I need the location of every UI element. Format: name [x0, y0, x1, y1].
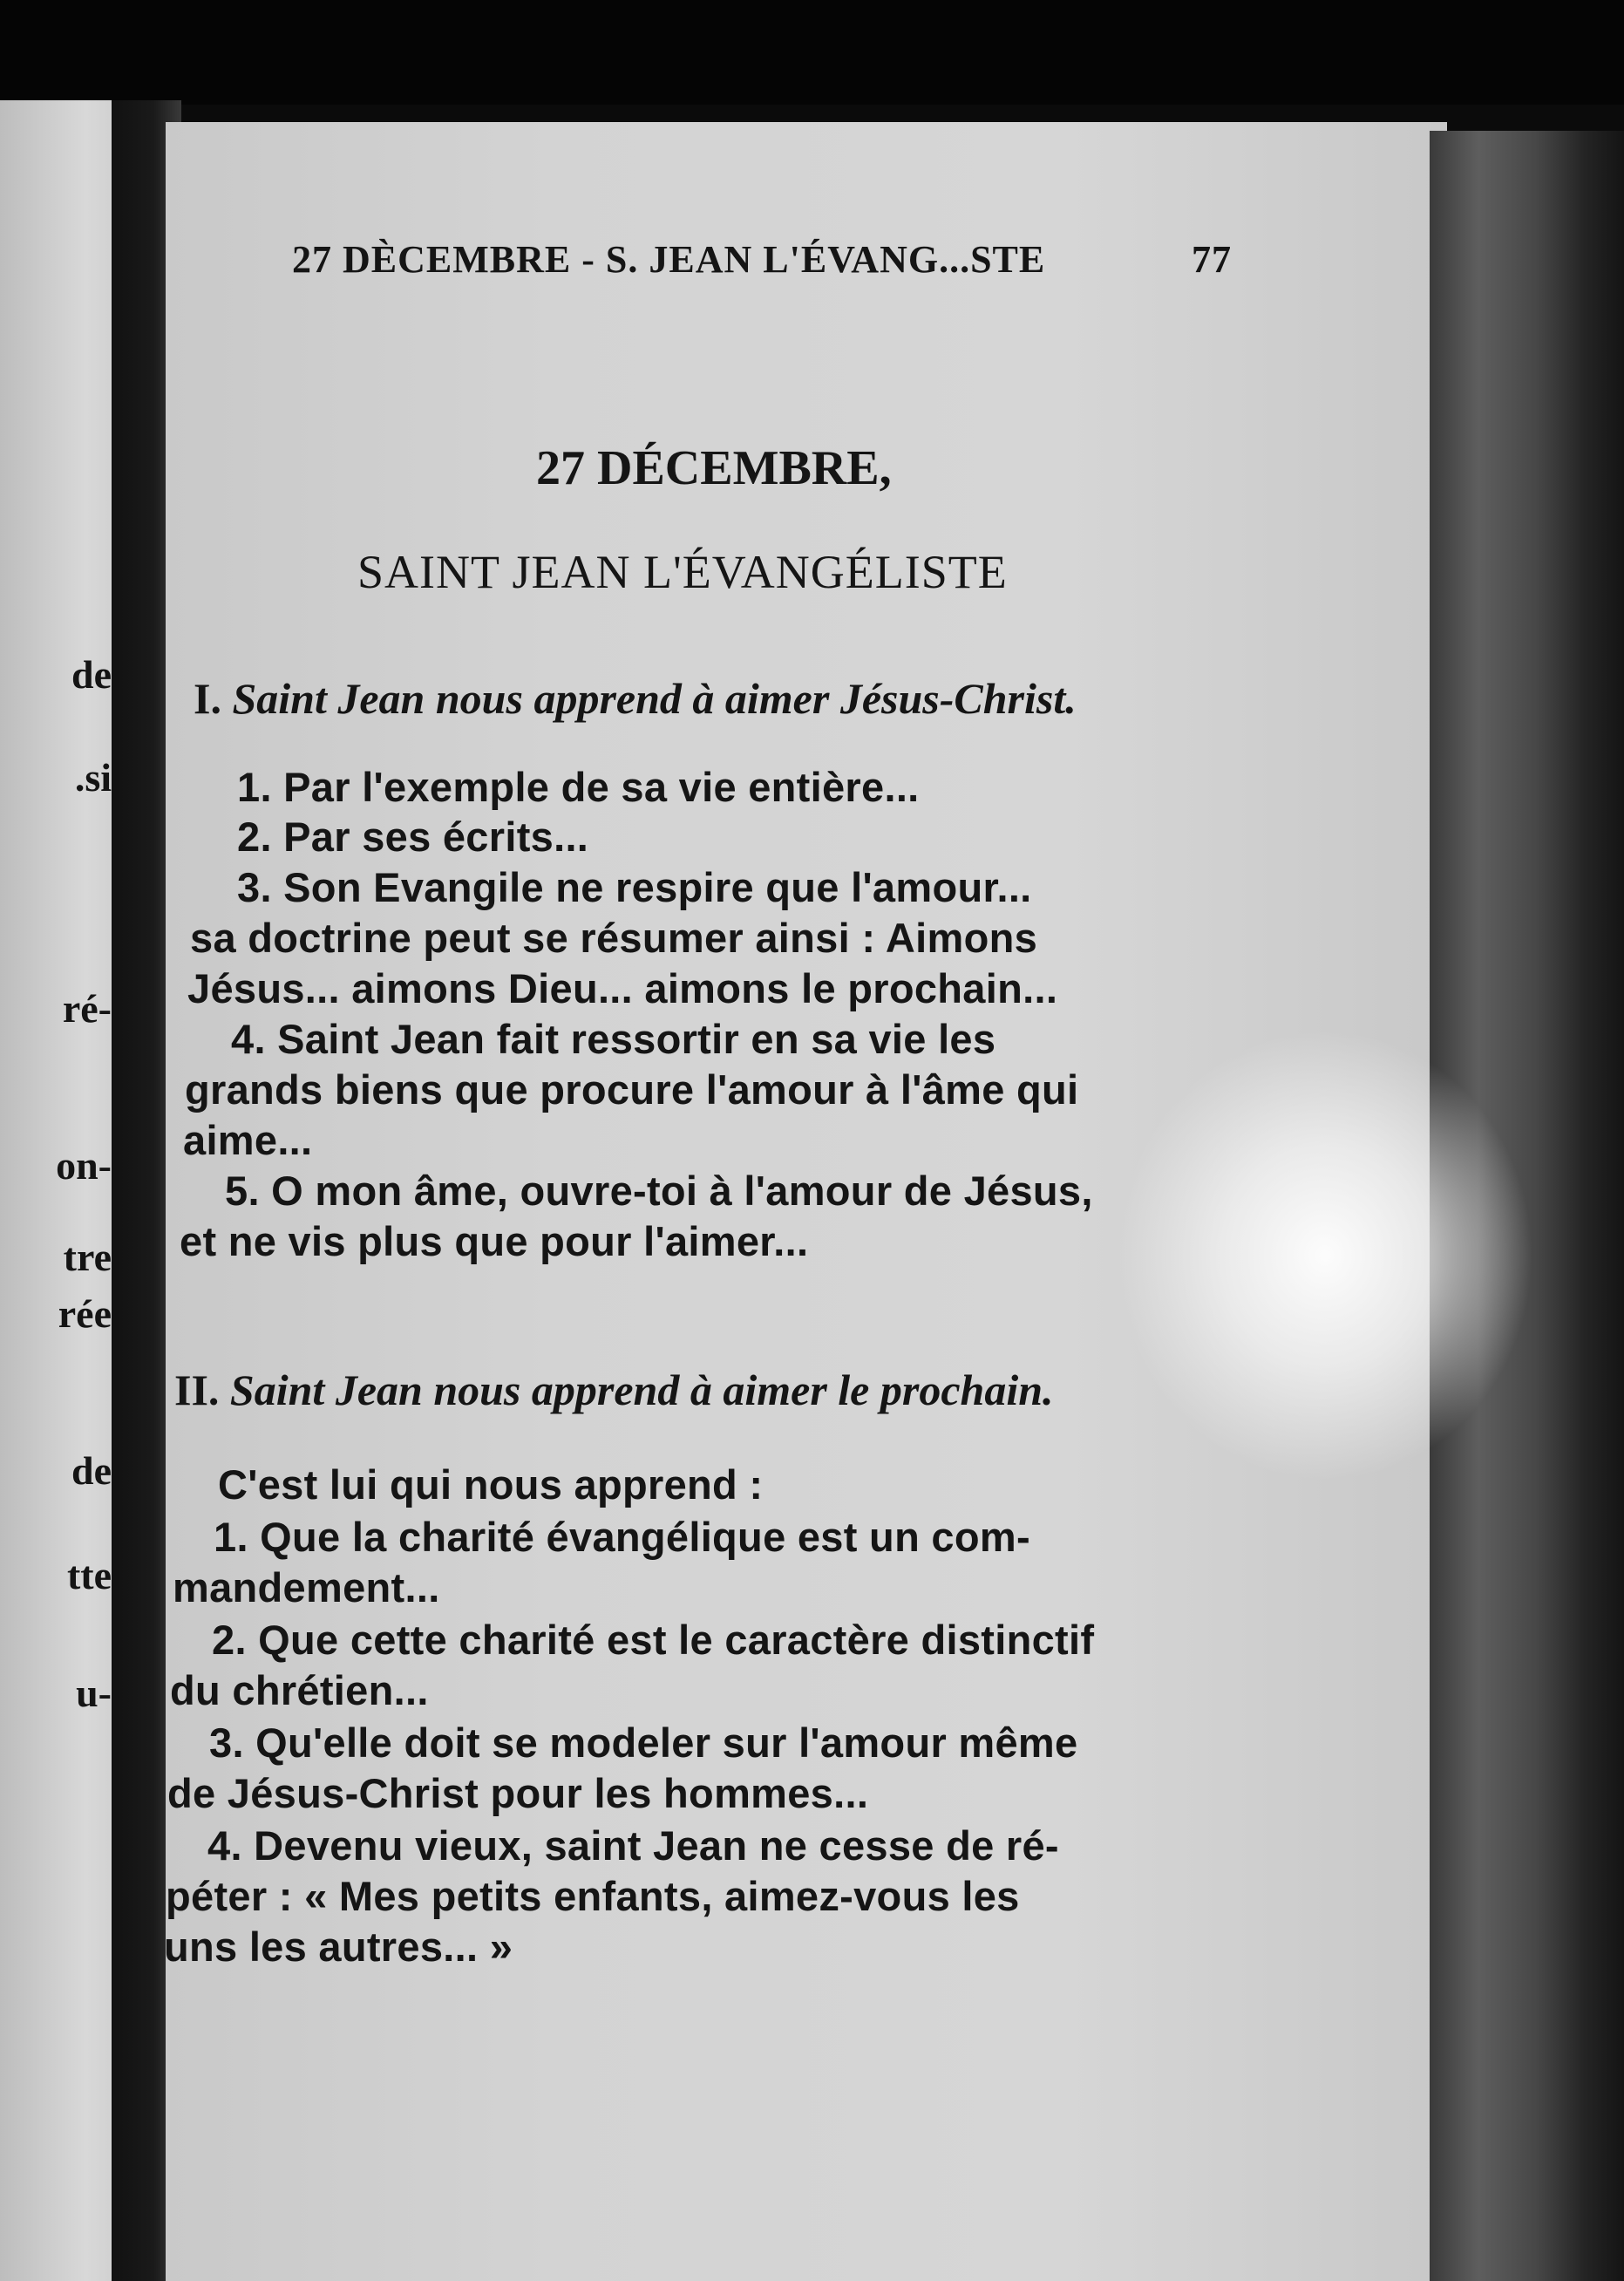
section-heading-text: Saint Jean nous apprend à aimer le prochain. [229, 1365, 1054, 1414]
text-line: de Jésus-Christ pour les hommes... [167, 1770, 869, 1816]
facing-fragment: tre [63, 1235, 112, 1279]
page-title-date: 27 DÉCEMBRE, [536, 441, 892, 495]
section-heading-2 [174, 1365, 1054, 1415]
text-line: 2. Que cette charité est le caractère distinctif [212, 1617, 1095, 1663]
text-line: mandement... [173, 1564, 440, 1610]
page-number: 77 [1192, 238, 1232, 281]
text-line: 4. Devenu vieux, saint Jean ne cesse de ré- [207, 1822, 1059, 1869]
section-heading-1 [194, 673, 1077, 724]
text-line: 1. Que la charité évangélique est un com- [214, 1514, 1030, 1560]
text-line: uns les autres... » [164, 1924, 513, 1970]
text-line: C'est lui qui nous apprend : [218, 1461, 764, 1508]
section-numeral: II. [174, 1365, 220, 1414]
text-line: aime... [183, 1117, 313, 1163]
text-line: 2. Par ses écrits... [237, 814, 589, 860]
running-head [292, 237, 1232, 282]
text-line: et ne vis plus que pour l'aimer... [180, 1218, 809, 1264]
facing-fragment: rée [58, 1291, 112, 1336]
facing-fragment: de [71, 652, 112, 697]
text-line: du chrétien... [170, 1667, 429, 1713]
text-line: sa doctrine peut se résumer ainsi : Aimons [190, 915, 1038, 961]
facing-fragment: u- [76, 1671, 112, 1715]
facing-fragment: .si [74, 755, 112, 800]
text-line: 3. Son Evangile ne respire que l'amour... [237, 864, 1032, 910]
text-line: 5. O mon âme, ouvre-toi à l'amour de Jésus, [225, 1168, 1093, 1214]
section-numeral: I. [194, 674, 221, 723]
facing-fragment: de [71, 1448, 112, 1493]
text-line: 3. Qu'elle doit se modeler sur l'amour même [209, 1719, 1078, 1766]
facing-fragment: on- [56, 1143, 112, 1188]
scan-glare [1116, 1029, 1534, 1482]
text-line: 1. Par l'exemple de sa vie entière... [237, 764, 920, 810]
section-heading-text: Saint Jean nous apprend à aimer Jésus-Christ. [232, 674, 1077, 723]
text-line: 4. Saint Jean fait ressortir en sa vie les [231, 1016, 996, 1062]
scan-top-border [0, 0, 1624, 105]
facing-page-fragment [0, 100, 122, 2281]
facing-fragment: tte [66, 1553, 112, 1597]
text-line: grands biens que procure l'amour à l'âme qui [185, 1066, 1079, 1113]
text-line: péter : « Mes petits enfants, aimez-vous les [166, 1873, 1020, 1919]
facing-fragment: ré- [62, 986, 112, 1031]
text-line: Jésus... aimons Dieu... aimons le prochain... [187, 965, 1058, 1011]
page-title-saint: SAINT JEAN L'ÉVANGÉLISTE [357, 546, 1008, 598]
running-head-text: 27 DÈCEMBRE - S. JEAN L'ÉVANG...STE [292, 238, 1046, 281]
